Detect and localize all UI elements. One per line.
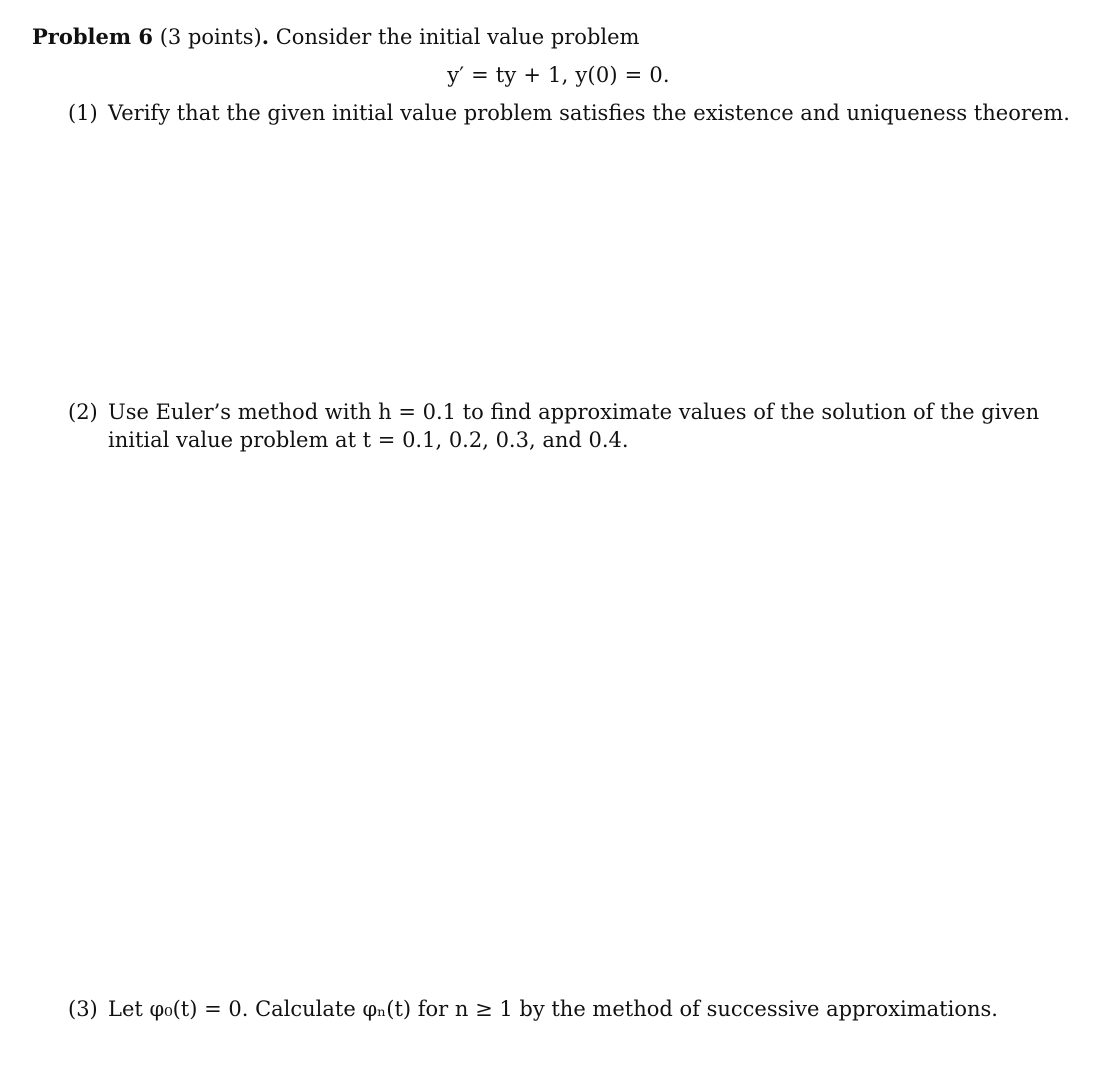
part-text: Let φ₀(t) = 0. Calculate φₙ(t) for n ≥ 1 by the method of successive approximations. — [108, 997, 998, 1021]
part-text: Verify that the given initial value problem satisfies the existence and uniqueness theorem. — [108, 101, 1070, 125]
part-number: (1) — [68, 101, 98, 125]
ivp-equation: y′ = ty + 1, y(0) = 0. — [447, 63, 670, 87]
problem-label: Problem 6 — [32, 24, 154, 49]
problem-period: . — [261, 24, 269, 49]
part-1 — [68, 99, 1098, 127]
problem-intro: Consider the initial value problem — [275, 25, 640, 49]
problem-points: (3 points) — [159, 25, 262, 49]
problem-header — [32, 23, 639, 51]
part-text: Use Euler’s method with h = 0.1 to find approximate values of the solution of the given initial value problem at t = 0.1, 0.2, 0.3, and 0.4. — [108, 400, 1040, 452]
part-number: (3) — [68, 997, 98, 1021]
part-number: (2) — [68, 400, 98, 424]
part-3 — [68, 995, 1098, 1023]
part-2 — [68, 398, 1098, 454]
